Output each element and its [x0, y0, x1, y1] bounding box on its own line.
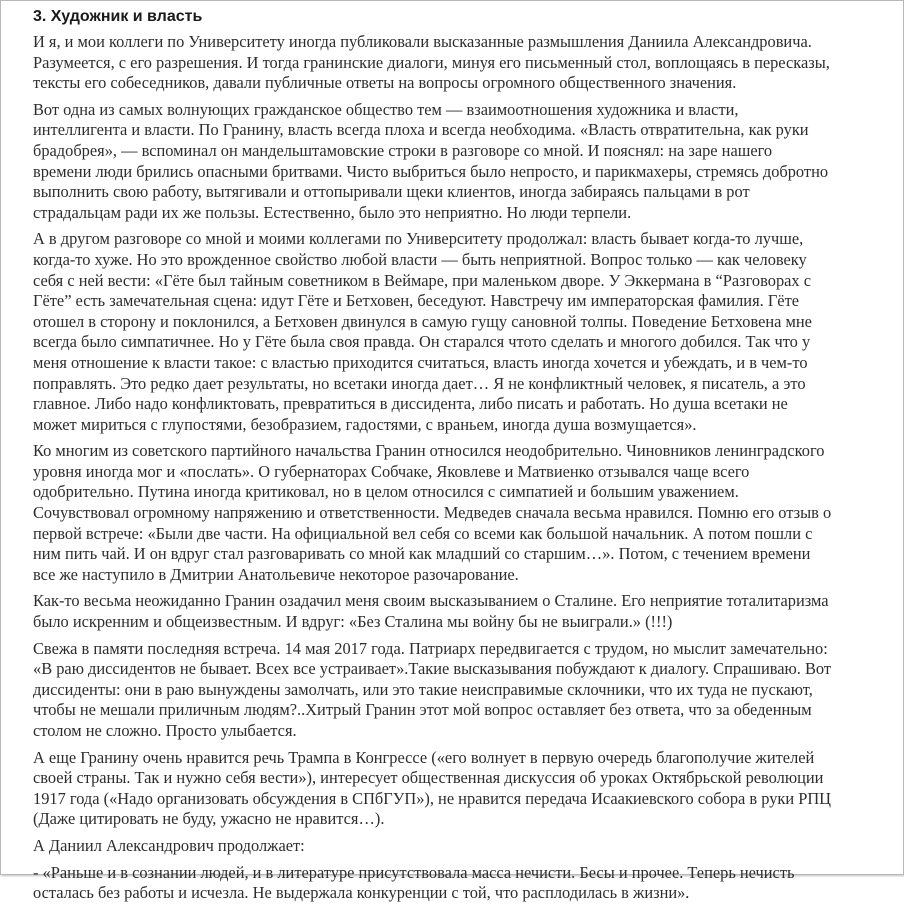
paragraph-line: И я, и мои коллеги по Университету иногда публиковали высказанные размышления Даниила Александровича.: [33, 32, 812, 51]
paragraph-line: Вот одна из самых волнующих гражданское общество тем — взаимоотношения художника и власти,: [33, 99, 739, 119]
paragraph-list: [33, 32, 881, 904]
paragraph-line: выполнить свою работу, вытягивали и оттопыривали щеки клиентов, иногда забираясь пальцами в рот: [33, 182, 750, 202]
paragraph-line: брадобрея», — вспоминал он мандельштамовские строки в разговоре со мной. И пояснял: на заре нашего: [33, 140, 773, 160]
paragraph: [33, 863, 881, 904]
paragraph-line: А Даниил Александрович продолжает:: [33, 835, 305, 855]
paragraph-line: Свежа в памяти последняя встреча. 14 мая 2017 года. Патриарх передвигается с трудом, но мыслит замечательно:: [33, 638, 828, 658]
paragraph: [33, 100, 881, 224]
paragraph-line: диссиденты: они в раю вынуждены замолчать, или это такие неисправимые склочники, что их туда не пускают,: [33, 679, 813, 699]
article-body: [33, 7, 881, 910]
paragraph-line: чтобы не мешали приличным людям?..Хитрый Гранин этот мой вопрос оставляет без ответа, что за обеденным: [33, 700, 812, 720]
paragraph-line: Ко многим из советского партийного начальства Гранин относился неодобрительно. Чиновников ленинградского: [33, 441, 825, 461]
paragraph-line: поправлять. Это редко дает результаты, но всетаки иногда дает… Я не конфликтный человек, я писатель, а это: [33, 373, 806, 393]
paragraph: [33, 639, 881, 742]
paragraph-line: уровня иногда мог и «послать». О губернаторах Собчаке, Яковлеве и Матвиенко отзывался чаще всего: [33, 461, 750, 481]
paragraph: [33, 836, 881, 857]
paragraph-line: было искренним и общеизвестным. И вдруг: «Без Сталина мы войну бы не выиграли.» (!!!): [33, 612, 673, 632]
paragraph-line: Сочувствовал огромному напряжению и ответственности. Медведев сначала весьма нравился. Помню его отзыв о: [33, 503, 832, 523]
paragraph: [33, 591, 881, 632]
paragraph-line: одобрительно. Путина иногда критиковал, но в целом относился с симпатией и большим уважением.: [33, 482, 739, 502]
paragraph-line: времени люди брились опасными бритвами. Чисто выбриться было непросто, и парикмахеры, стремясь добротно: [33, 161, 829, 181]
paragraph-line: своей страны. Так и нужно себя вести»), интересует общественная дискуссия об уроках Октябрьской революции: [33, 768, 824, 788]
paragraph-line: все же наступило в Дмитрии Анатольевиче некоторое разочарование.: [33, 564, 519, 584]
paragraph-line: Гёте” есть замечательная сцена: идут Гёте и Бетховен, беседуют. Навстречу им императорская фамилия. Гёте: [33, 291, 800, 311]
paragraph-line: всегда было симпатичнее. Но у Гёте была своя правда. Он старался чтото сделать и многого добился. Так что у: [33, 332, 811, 352]
paragraph-line: А в другом разговоре со мной и моими коллегами по Университету продолжал: власть бывает когда-то лучше,: [33, 229, 804, 249]
paragraph: [33, 748, 881, 830]
paragraph-line: Разумеется, с его разрешения. И тогда гранинские диалоги, минуя его письменный стол, воплощаясь в пересказы,: [33, 52, 830, 72]
paragraph: [33, 441, 881, 585]
paragraph-line: А еще Гранину очень нравится речь Трампа в Конгрессе («его волнует в первую очередь благополучие жителей: [33, 747, 815, 767]
paragraph-line: столом не сложно. Просто улыбается.: [33, 721, 297, 740]
paragraph-line: отошел в сторону и поклонился, а Бетховен двинулся в самую гущу сановной толпы. Поведение Бетховена мне: [33, 311, 812, 331]
section-heading: 3. Художник и власть: [33, 8, 203, 25]
paragraph-line: может мириться с глупостями, безобразием, гадостями, с враньем, иногда душа возмущается».: [33, 414, 697, 434]
paragraph-line: «В раю диссидентов не бывает. Всех все устраивает».Такие высказывания побуждают к диалогу. Спрашиваю. Вот: [33, 659, 832, 679]
paragraph-line: когда-то хуже. Но это врожденное свойство любой власти — быть неприятной. Вопрос только — как человеку: [33, 249, 807, 269]
paragraph-line: Как-то весьма неожиданно Гранин озадачил меня своим высказыванием о Сталине. Его неприятие тоталитаризма: [33, 591, 829, 611]
paragraph-line: тексты его собеседников, давали публичные ответы на вопросы огромного общественного значения.: [33, 73, 737, 93]
paragraph-line: интеллигента и власти. По Гранину, власть всегда плоха и всегда необходима. «Власть отвратительна, как руки: [33, 120, 809, 140]
paragraph-line: 1917 года («Надо организовать обсуждения в СПбГУП»), не нравится передача Исаакиевского собора в руки РПЦ: [33, 788, 832, 808]
paragraph-line: страдальцам ради их же пользы. Естественно, было это неприятно. Но люди терпели.: [33, 202, 632, 222]
paragraph-line: меня отношение к власти такое: с властью приходится считаться, власть иногда хочется и убеждать, и в чем-то: [33, 352, 808, 372]
paragraph-line: первой встрече: «Были две части. На официальной вел себя со всеми как большой начальник. А потом пошли с: [33, 523, 813, 543]
paragraph-line: ним пить чай. И он вдруг стал разговаривать со мной как младший со старшим…». Потом, с течением времени: [33, 544, 811, 564]
paragraph: [33, 229, 881, 435]
paragraph-line: главное. Либо надо конфликтовать, превратиться в диссидента, либо писать и работать. Но душа всетаки не: [33, 394, 788, 414]
paragraph-line: - «Раньше и в сознании людей, и в литературе присутствовала масса нечисти. Бесы и прочее. Теперь нечисть: [33, 862, 795, 882]
paragraph-line: себя с ней вести: «Гёте был тайным советником в Веймаре, при маленьком дворе. У Эккермана в “Разговорах с: [33, 270, 811, 290]
paragraph: [33, 32, 881, 94]
paragraph-line: осталась без работы и исчезла. Не выдержала конкуренции с той, что расплодилась в жизни».: [33, 883, 690, 903]
paragraph-line: (Даже цитировать не буду, ужасно не нравится…).: [33, 809, 385, 829]
